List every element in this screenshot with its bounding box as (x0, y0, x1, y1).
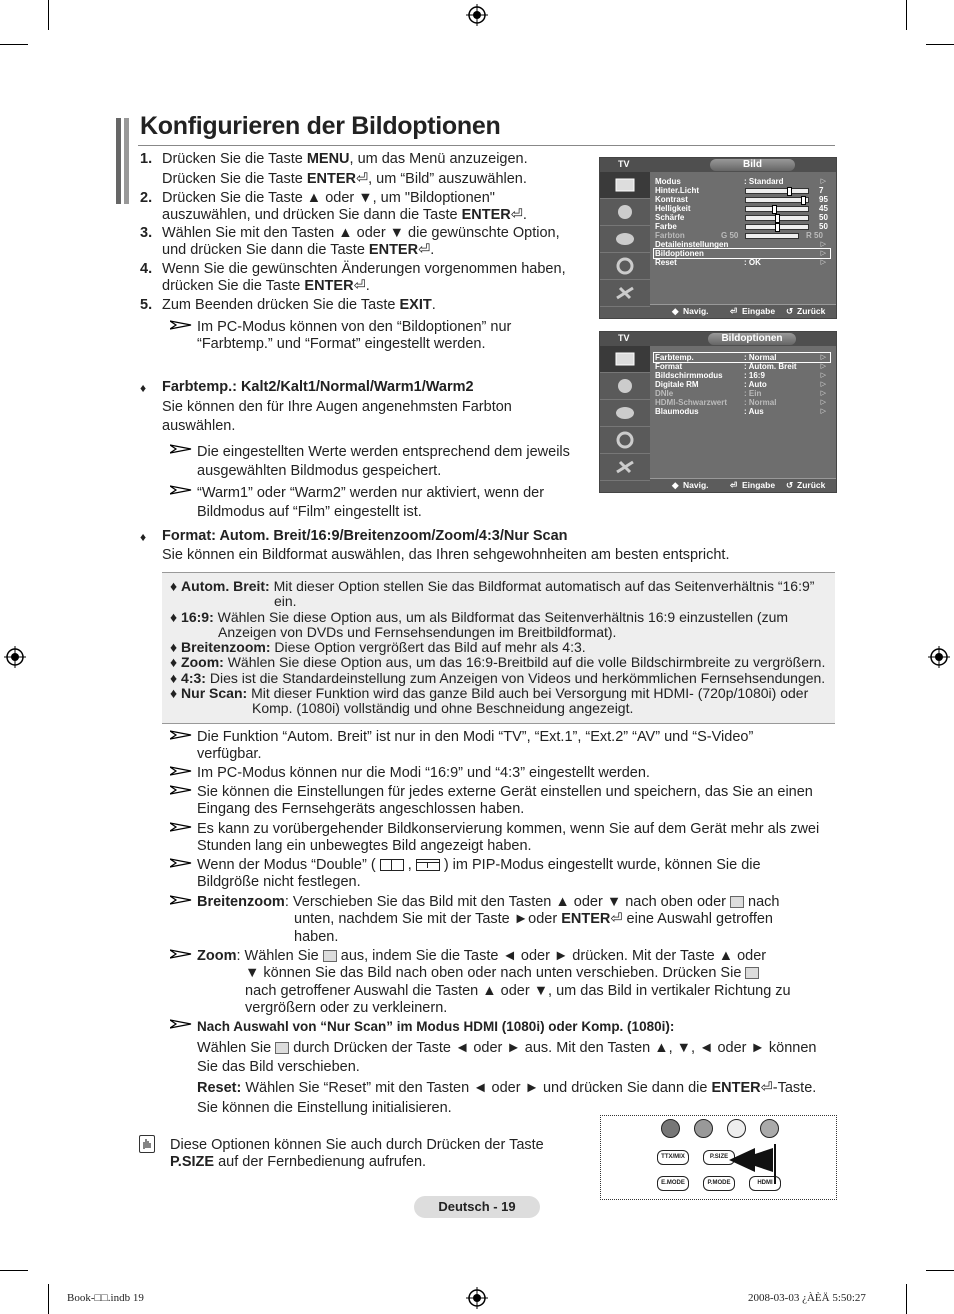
step-number: 5. (140, 297, 153, 313)
osd-row-label: Reset (655, 258, 677, 267)
pip-double-small-icon (416, 859, 440, 871)
osd-slider (745, 206, 809, 212)
triangle-right-icon: ▷ (820, 354, 826, 361)
osd-row-label: Kontrast (655, 195, 688, 204)
enter-icon: ⏎ (730, 306, 738, 316)
format-option-nur-scan: ♦ Nur Scan: Mit dieser Funktion wird das ganze Bild auch bei Versorgung mit HDMI- (720p/1080i) oder (170, 685, 809, 701)
crop-mark (0, 44, 28, 45)
step-4-text: Wenn Sie die gewünschten Änderungen vorgenommen haben, drücken Sie die Taste ENTER⏎. (162, 261, 566, 294)
position-icon (730, 896, 744, 908)
osd-row-label: DNIe (655, 389, 674, 398)
memo-hand-icon (139, 1135, 155, 1153)
step-1-text: Drücken Sie die Taste MENU, um das Menü anzuzeigen. (162, 151, 528, 167)
note-breitenzoom-end: haben. (294, 929, 339, 945)
note-arrow-icon (170, 949, 192, 959)
registration-mark-icon (928, 646, 950, 668)
note-pip-double: Wenn der Modus “Double” ( , ) im PIP-Modus eingestellt wurde, können Sie die Bildgröße nicht festlegen. (197, 857, 761, 890)
osd-slider-knob (775, 214, 780, 223)
osd-footer-back: Zurück (797, 480, 826, 490)
crop-mark (906, 0, 907, 30)
osd-footer-nav: Navig. (683, 480, 709, 490)
note-external-devices: Sie können die Einstellungen für jedes externe Gerät einstellen und speichern, das Sie an einen Eingang des Fernsehgeräts angeschlossen haben. (197, 784, 813, 817)
enter-icon: ⏎ (760, 1080, 773, 1096)
osd-slider-knob (775, 223, 780, 232)
note-nur-scan: Wählen Sie durch Drücken der Taste ◄ oder ► aus. Mit den Tasten ▲, ▼, ◄ oder ► können Sie das Bild verschieben. (197, 1040, 817, 1075)
osd-row-label-selected: Farbtemp. (655, 353, 694, 362)
format-heading: Format: Autom. Breit/16:9/Breitenzoom/Zoom/4:3/Nur Scan (162, 528, 568, 544)
osd-row-value: : Aus (744, 407, 764, 416)
osd-slider (745, 197, 809, 203)
ttxmix-key: TTX/MIX (657, 1150, 689, 1165)
enter-icon: ⏎ (730, 480, 738, 490)
crop-mark (926, 1270, 954, 1271)
osd-row-value: 50 (819, 213, 828, 222)
hdmi-key: HDMI (749, 1176, 781, 1191)
osd-slider-knob (787, 187, 792, 196)
enter-icon: ⏎ (418, 242, 431, 258)
osd-row-value: 45 (819, 204, 828, 213)
step-1b-text: Drücken Sie die Taste ENTER⏎, um “Bild” auszuwählen. (162, 171, 527, 187)
osd-row-label: Farbton (655, 231, 685, 240)
crop-mark (48, 0, 49, 30)
format-option-breitenzoom: ♦ Breitenzoom: Diese Option vergrößert das Bild auf mehr als 4:3. (170, 639, 586, 655)
enter-icon: ⏎ (355, 171, 369, 187)
osd-row-value: 50 (819, 222, 828, 231)
note-image-retention: Es kann zu vorübergehender Bildkonservierung kommen, wenn Sie auf dem Gerät mehr als zwei Stunden lang ein unbewegtes Bild angezeigt haben. (197, 821, 820, 854)
format-option-text: ein. (274, 593, 297, 609)
osd-sidebar (600, 172, 650, 318)
osd-row-label: Modus (655, 177, 681, 186)
position-icon (275, 1042, 289, 1054)
memo-text: Diese Optionen können Sie auch durch Drücken der Taste P.SIZE auf der Fernbedienung aufrufen. (170, 1137, 544, 1170)
step-number: 4. (140, 261, 153, 277)
format-option-autom-breit: ♦ Autom. Breit: Mit dieser Option stellen Sie das Bildformat automatisch auf das Seitenverhältnis “16:9” (170, 578, 815, 594)
format-desc: Sie können ein Bildformat auswählen, das Ihren sehgewohnheiten am besten entspricht. (162, 547, 730, 563)
osd-slider-knob (772, 205, 777, 214)
triangle-right-icon: ▷ (820, 381, 826, 388)
crop-mark (906, 1284, 907, 1314)
psize-key: P.SIZE (703, 1150, 735, 1165)
osd-row-value: : OK (744, 258, 761, 267)
nav-updown-icon: ◆ (672, 480, 679, 490)
farbtemp-heading: Farbtemp.: Kalt2/Kalt1/Normal/Warm1/Warm2 (162, 379, 474, 395)
osd-footer (650, 478, 836, 492)
osd-footer-enter: Eingabe (742, 480, 776, 490)
triangle-right-icon: ▷ (820, 259, 826, 266)
channel-icon (600, 226, 650, 253)
osd-row-label: Digitale RM (655, 380, 699, 389)
picture-icon (600, 172, 650, 199)
osd-row-label: Helligkeit (655, 204, 691, 213)
format-option-16-9: ♦ 16:9: Wählen Sie diese Option aus, um als Bildformat das Seitenverhältnis 16:9 einzustellen (zum (170, 609, 789, 625)
note-nur-scan-heading: Nach Auswahl von “Nur Scan” im Modus HDMI (1080i) oder Komp. (1080i): (197, 1019, 675, 1034)
osd-footer-nav: Navig. (683, 306, 709, 316)
osd-tv-label: TV (618, 333, 630, 343)
diamond-bullet-icon: ♦ (140, 530, 147, 544)
enter-icon: ⏎ (610, 911, 623, 927)
note-reset: Reset: Wählen Sie “Reset” mit den Tasten ◄ oder ► und drücken Sie dann die ENTER⏎-Taste. Sie können die Einstellung initialisieren. (197, 1080, 817, 1116)
enter-icon: ⏎ (510, 207, 523, 223)
note-arrow-icon (170, 320, 192, 330)
diamond-bullet-icon: ♦ (140, 381, 147, 395)
setup-icon (600, 427, 650, 454)
triangle-right-icon: ▷ (820, 372, 826, 379)
triangle-right-icon: ▷ (820, 390, 826, 397)
green-button-icon (694, 1119, 713, 1138)
osd-row-label: Detaileinstellungen (655, 240, 729, 249)
osd-row-value: R 50 (806, 231, 823, 240)
note-arrow-icon (170, 858, 192, 868)
osd-row-value: : Normal (744, 353, 777, 362)
blue-button-icon (760, 1119, 779, 1138)
format-options-box (162, 572, 835, 724)
crop-mark (926, 44, 954, 45)
pointing-arrow-icon (725, 1138, 785, 1188)
farbtemp-desc: Sie können den für Ihre Augen angenehmsten Farbton auswählen. (162, 399, 512, 434)
step-2-text: Drücken Sie die Taste ▲ oder ▼, um "Bildoptionen" auszuwählen, und drücken Sie dann die Taste ENTER⏎. (162, 190, 527, 223)
setup-icon (600, 253, 650, 280)
format-option-zoom: ♦ Zoom: Wählen Sie diese Option aus, um das 16:9-Breitbild auf die volle Bildschirmbreite zu vergrößern. (170, 654, 826, 670)
position-icon (323, 950, 337, 962)
page-number-badge: Deutsch - 19 (414, 1196, 540, 1218)
note-arrow-icon (170, 785, 192, 795)
farbtemp-note-2: “Warm1” oder “Warm2” werden nur aktiviert, wenn der Bildmodus auf “Film” eingestellt ist. (197, 485, 545, 520)
osd-row-label: Hinter.Licht (655, 186, 700, 195)
osd-row-value: : Standard (744, 177, 784, 186)
triangle-right-icon: ▷ (820, 399, 826, 406)
note-zoom-cont2: nach getroffener Auswahl die Tasten ▲ oder ▼, um das Bild in vertikaler Richtung zu (245, 983, 791, 999)
note-pc-mode: Im PC-Modus können nur die Modi “16:9” und “4:3” eingestellt werden. (197, 765, 650, 781)
osd-footer-back: Zurück (797, 306, 826, 316)
osd-footer-enter: Eingabe (742, 306, 776, 316)
osd-row-label: Blaumodus (655, 407, 699, 416)
registration-mark-icon (466, 1287, 488, 1309)
osd-row-value: : Normal (744, 398, 777, 407)
pc-mode-note: Im PC-Modus können von den “Bildoptionen” nur “Farbtemp.” und “Format” eingestellt werden. (197, 319, 512, 352)
note-breitenzoom-cont: unten, nachdem Sie mit der Taste ►oder ENTER⏎ eine Auswahl getroffen (294, 911, 773, 927)
return-icon: ↺ (786, 480, 794, 490)
osd-row-value: G 50 (721, 231, 739, 240)
picture-icon (600, 346, 650, 373)
yellow-button-icon (727, 1119, 746, 1138)
osd-row-label: Bildschirmmodus (655, 371, 723, 380)
step-number: 1. (140, 151, 153, 167)
nav-updown-icon: ◆ (672, 306, 679, 316)
format-option-text: Komp. (1080i) vollständig und ohne Beschneidung angezeigt. (252, 700, 634, 716)
note-arrow-icon (170, 822, 192, 832)
print-slug-right: 2008-03-03 ¿ÀÈÄ 5:50:27 (748, 1292, 866, 1304)
step-3-text: Wählen Sie mit den Tasten ▲ oder ▼ die gewünschte Option, und drücken Sie dann die Taste ENTER⏎. (162, 225, 560, 258)
osd-tab-bild: Bild (710, 159, 795, 171)
farbtemp-note-1: Die eingestellten Werte werden entsprechend dem jeweils ausgewählten Bildmodus gespeichert. (197, 444, 570, 479)
note-autom-breit: Die Funktion “Autom. Breit” ist nur in den Modi “TV”, “Ext.1”, “Ext.2” “AV” und “S-Video” verfügbar. (197, 729, 754, 762)
triangle-right-icon: ▷ (820, 408, 826, 415)
osd-row-value: 95 (819, 195, 828, 204)
note-zoom-end: vergrößern oder zu verkleinern. (245, 1000, 448, 1016)
sound-icon (600, 373, 650, 400)
channel-icon (600, 400, 650, 427)
print-slug-left: Book-□□.indb 19 (67, 1292, 144, 1304)
osd-row-value: : Autom. Breit (744, 362, 797, 371)
note-breitenzoom: Breitenzoom: Verschieben Sie das Bild mit den Tasten ▲ oder ▼ nach oben oder nach (197, 894, 780, 910)
return-icon: ↺ (786, 306, 794, 316)
osd-tab-bildoptionen: Bildoptionen (708, 333, 796, 345)
note-arrow-icon (170, 1019, 192, 1029)
osd-sidebar (600, 346, 650, 492)
step-5-text: Zum Beenden drücken Sie die Taste EXIT. (162, 297, 436, 313)
note-arrow-icon (170, 766, 192, 776)
note-zoom: Zoom: Wählen Sie aus, indem Sie die Taste ◄ oder ► drücken. Mit der Taste ▲ oder (197, 948, 767, 964)
format-option-4-3: ♦ 4:3: Dies ist die Standardeinstellung zum Anzeigen von Videos und herkömmlichen Fernsehsendungen. (170, 670, 826, 686)
osd-row-label: Schärfe (655, 213, 685, 222)
osd-row-value: : 16:9 (744, 371, 765, 380)
input-icon (600, 280, 650, 307)
osd-slider-knob (801, 196, 806, 205)
triangle-right-icon: ▷ (820, 250, 826, 257)
note-arrow-icon (170, 485, 192, 495)
input-icon (600, 454, 650, 481)
osd-row-label: Format (655, 362, 683, 371)
osd-menu-bildoptionen (599, 331, 837, 493)
osd-menu-bild (599, 157, 837, 319)
triangle-right-icon: ▷ (820, 363, 826, 370)
title-divider (138, 145, 835, 146)
format-option-text: Anzeigen von DVDs und Fernsehsendungen im Breitbildformat). (218, 624, 617, 640)
triangle-right-icon: ▷ (820, 178, 826, 185)
pmode-key: P.MODE (703, 1176, 735, 1191)
osd-row-value: 7 (819, 186, 824, 195)
osd-slider (745, 224, 809, 230)
osd-row-value: : Auto (744, 380, 767, 389)
crop-mark (48, 1284, 49, 1314)
title-decoration (116, 118, 131, 204)
crop-mark (0, 1270, 28, 1271)
osd-slider (745, 215, 809, 221)
osd-tv-label: TV (618, 159, 630, 169)
osd-row-label-selected: Bildoptionen (655, 249, 704, 258)
registration-mark-icon (466, 4, 488, 26)
note-arrow-icon (170, 895, 192, 905)
triangle-right-icon: ▷ (820, 241, 826, 248)
step-number: 3. (140, 225, 153, 241)
pip-double-icon (380, 859, 404, 871)
red-button-icon (661, 1119, 680, 1138)
osd-slider (745, 233, 799, 239)
remote-control-illustration (600, 1115, 837, 1200)
page-title: Konfigurieren der Bildoptionen (140, 112, 501, 140)
osd-row-value: : Ein (744, 389, 762, 398)
osd-footer (650, 304, 836, 318)
osd-row-label: HDMI-Schwarzwert (655, 398, 728, 407)
osd-row-label: Farbe (655, 222, 677, 231)
osd-slider (745, 188, 809, 194)
note-arrow-icon (170, 730, 192, 740)
emode-key: E.MODE (657, 1176, 689, 1191)
step-number: 2. (140, 190, 153, 206)
note-zoom-cont: ▼ können Sie das Bild nach oben oder nach unten verschieben. Drücken Sie (245, 965, 759, 982)
registration-mark-icon (4, 646, 26, 668)
note-arrow-icon (170, 444, 192, 454)
sound-icon (600, 199, 650, 226)
enter-icon: ⏎ (353, 278, 366, 294)
size-icon (745, 967, 759, 979)
